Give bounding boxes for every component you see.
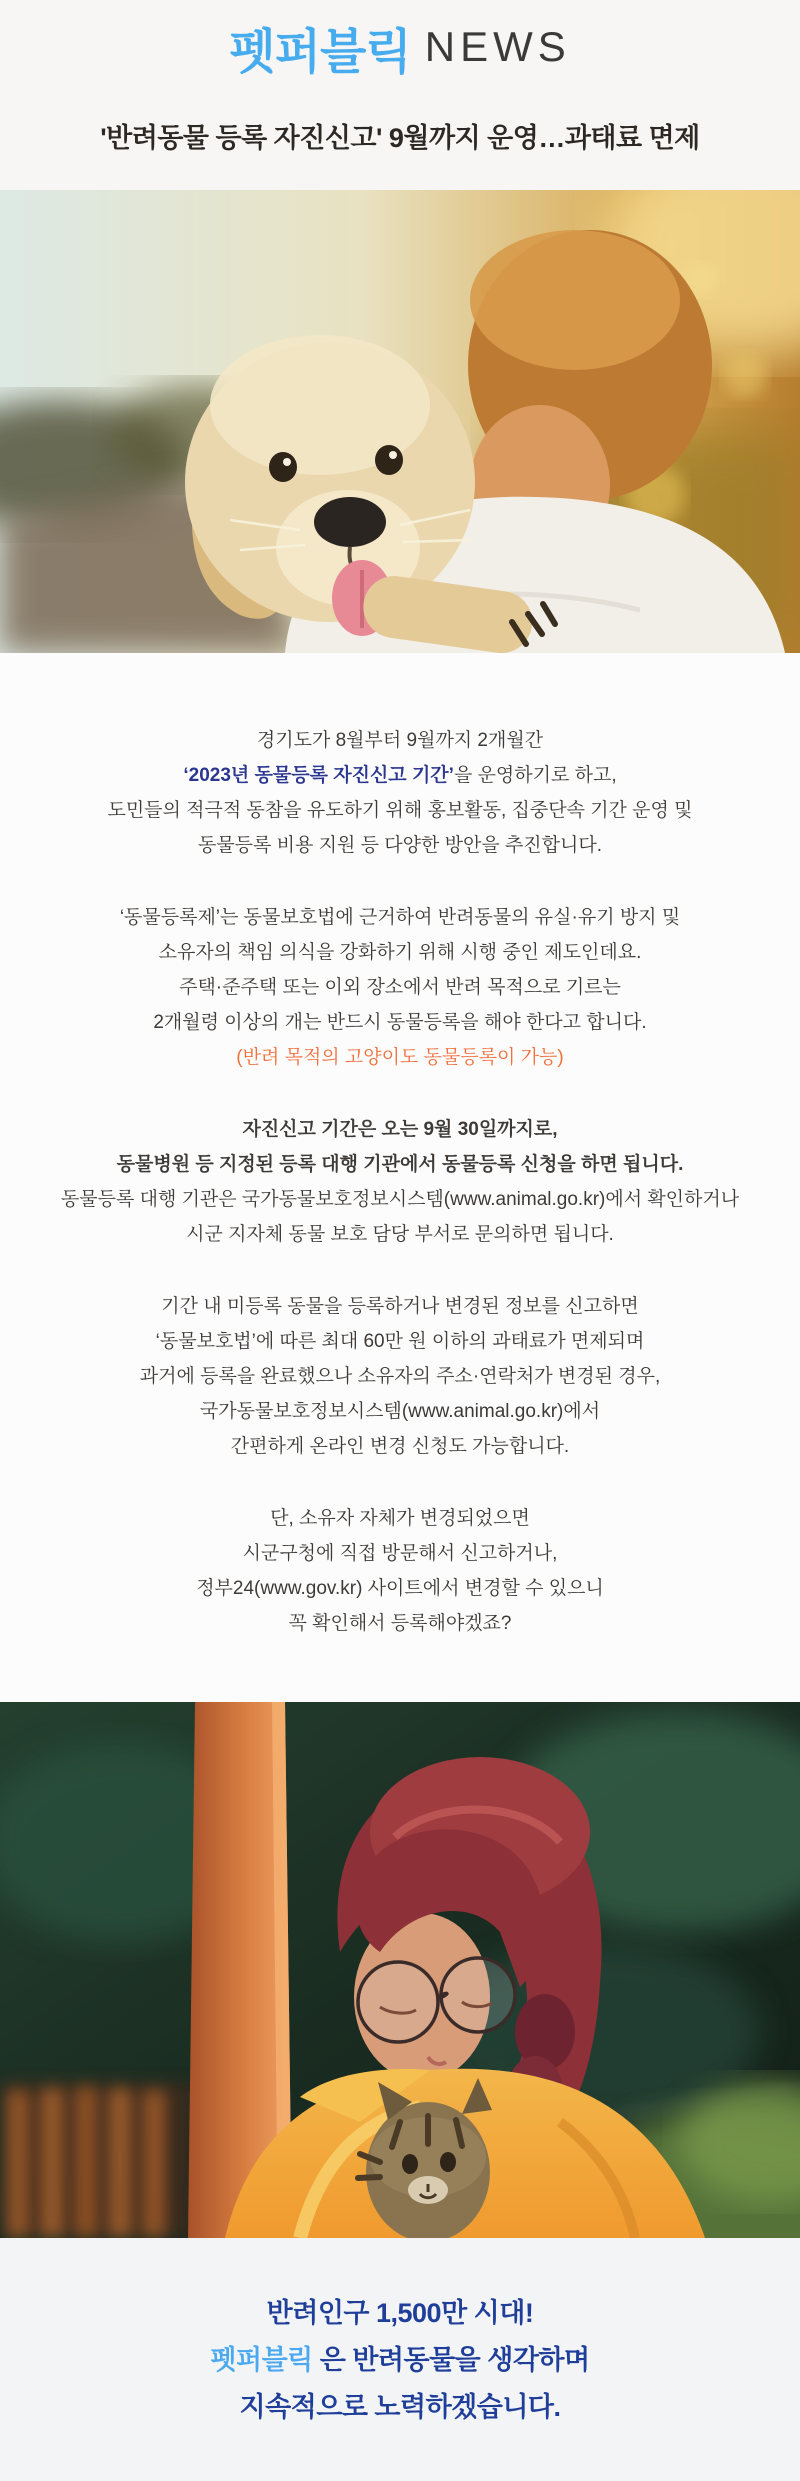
article-line: ‘2023년 동물등록 자진신고 기간’을 운영하기로 하고,	[183, 765, 617, 786]
brand-news-label: NEWS	[424, 23, 571, 70]
article-line: 도민들의 적극적 동참을 유도하기 위해 홍보활동, 집중단속 기간 운영 및	[107, 800, 693, 821]
article-line: 동물등록 대행 기관은 국가동물보호정보시스템(www.animal.go.kr)에서 확인하거나	[60, 1189, 740, 1210]
article-line: 과거에 등록을 완료했으나 소유자의 주소·연락처가 변경된 경우,	[139, 1366, 661, 1387]
cat-note: (반려 목적의 고양이도 동물등록이 가능)	[236, 1047, 564, 1068]
article-line: 경기도가 8월부터 9월까지 2개월간	[256, 730, 544, 751]
brand-row	[0, 16, 800, 78]
paragraph-3	[0, 1112, 800, 1252]
hero-photo-puppy-over-shoulder	[0, 190, 800, 653]
article-line: 간편하게 온라인 변경 신청도 가능합니다.	[230, 1436, 570, 1457]
headline: '반려동물 등록 자진신고' 9월까지 운영…과태료 면제	[100, 123, 700, 153]
footer-brand: 펫퍼블릭	[210, 2345, 313, 2375]
article-line: 자진신고 기간은 오는 9월 30일까지로,	[242, 1119, 558, 1140]
article-line: 시군 지자체 동물 보호 담당 부서로 문의하면 됩니다.	[186, 1224, 614, 1245]
article-line: 동물병원 등 지정된 등록 대행 기관에서 동물등록 신청을 하면 됩니다.	[116, 1154, 684, 1175]
paragraph-4	[0, 1289, 800, 1464]
article-line: 정부24(www.gov.kr) 사이트에서 변경할 수 있으니	[196, 1578, 604, 1599]
paragraph-5	[0, 1501, 800, 1641]
article-line: 2개월령 이상의 개는 반드시 동물등록을 해야 한다고 합니다.	[153, 1012, 647, 1033]
article-body	[0, 653, 800, 1702]
article-line: 기간 내 미등록 동물을 등록하거나 변경된 정보를 신고하면	[161, 1296, 639, 1317]
highlight-period: ‘2023년 동물등록 자진신고 기간’	[183, 765, 454, 786]
article-line: 국가동물보호정보시스템(www.animal.go.kr)에서	[199, 1401, 601, 1422]
article-line: 동물등록 비용 지원 등 다양한 방안을 추진합니다.	[197, 835, 603, 856]
header	[0, 0, 800, 190]
paragraph-2	[0, 900, 800, 1075]
article-line: 단, 소유자 자체가 변경되었으면	[270, 1508, 530, 1529]
article-line: 꼭 확인해서 등록해야겠죠?	[288, 1613, 512, 1634]
photo-woman-holding-cat	[0, 1702, 800, 2238]
footer	[0, 2238, 800, 2481]
footer-line-2: 펫퍼블릭 은 반려동물을 생각하며	[210, 2345, 590, 2375]
paragraph-1	[0, 723, 800, 863]
article-line: 주택·준주택 또는 이외 장소에서 반려 목적으로 기르는	[179, 977, 621, 998]
footer-line-3: 지속적으로 노력하겠습니다.	[239, 2392, 561, 2422]
article-line: 소유자의 책임 의식을 강화하기 위해 시행 중인 제도인데요.	[158, 942, 642, 963]
article-line: ‘동물보호법’에 따른 최대 60만 원 이하의 과태료가 면제되며	[155, 1331, 645, 1352]
footer-line-1: 반려인구 1,500만 시대!	[266, 2298, 534, 2328]
brand-logo: 펫퍼블릭	[229, 25, 411, 79]
article-line: 시군구청에 직접 방문해서 신고하거나,	[242, 1543, 558, 1564]
article-line: ‘동물등록제’는 동물보호법에 근거하여 반려동물의 유실·유기 방지 및	[119, 907, 681, 928]
